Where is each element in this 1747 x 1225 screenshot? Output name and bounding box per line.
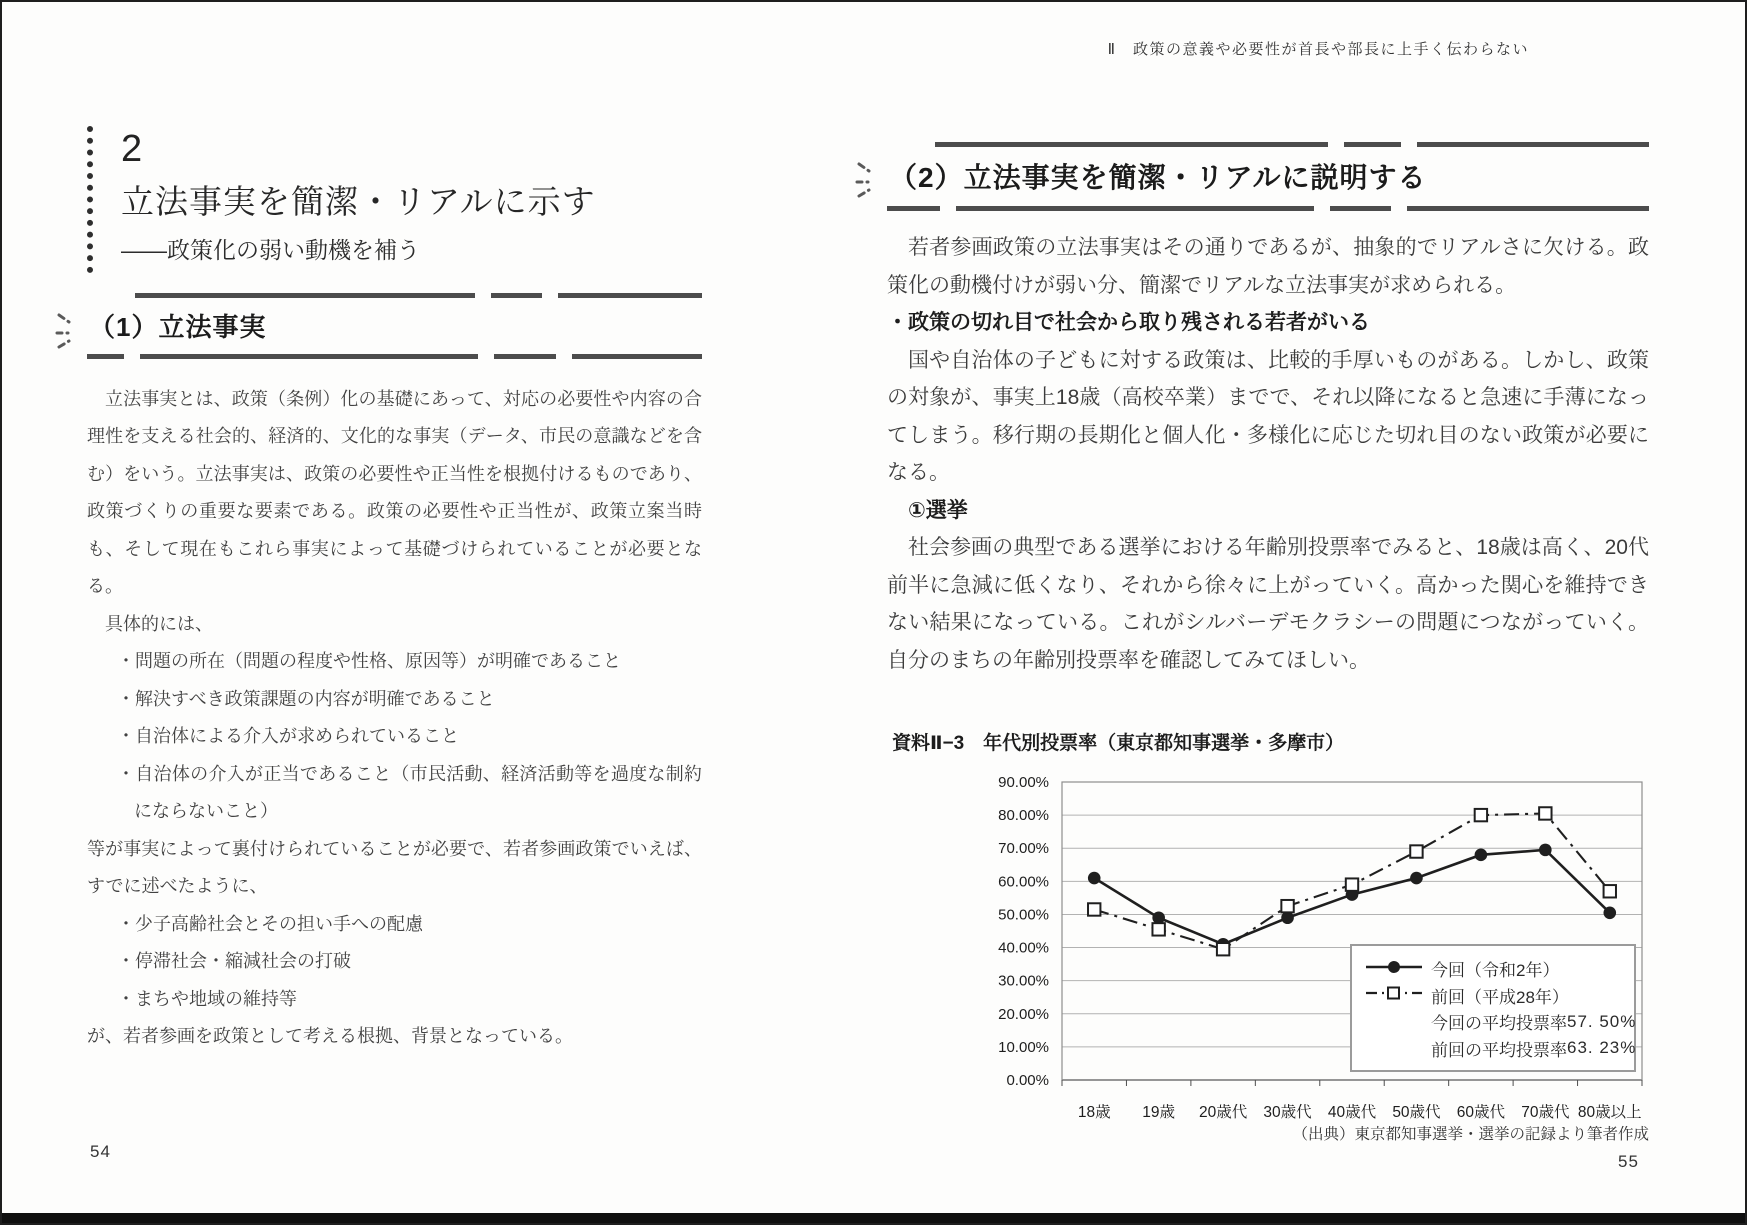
paragraph: 若者参画政策の立法事実はその通りであるが、抽象的でリアルさに欠ける。政策化の動機付けが弱い分、簡潔でリアルな立法事実が求められる。 bbox=[887, 236, 1649, 297]
y-axis-tick-label: 60.00% bbox=[998, 873, 1049, 891]
paragraph: 国や自治体の子どもに対する政策は、比較的手厚いものがある。しかし、政策の対象が、事実上18歳（高校卒業）までで、それ以降になると急速に手薄になってしまう。移行期の長期化と個人化・多様化に応じた切れ目のない政策が必要になる。 bbox=[887, 348, 1649, 484]
heading-doodle-icon bbox=[55, 309, 81, 356]
legend-value: 63. 23% bbox=[1567, 1038, 1637, 1058]
y-axis-tick-label: 70.00% bbox=[998, 840, 1049, 858]
list-item: ・自治体による介入が求められていること bbox=[117, 726, 459, 747]
section-title: （2）立法事実を簡潔・リアルに説明する bbox=[889, 162, 1427, 193]
y-axis-tick-label: 10.00% bbox=[998, 1038, 1049, 1056]
data-point-circle bbox=[1539, 844, 1552, 857]
x-axis-category-label: 50歳代 bbox=[1392, 1104, 1441, 1121]
data-point-circle bbox=[1410, 872, 1423, 885]
x-axis-category-label: 19歳 bbox=[1142, 1104, 1176, 1121]
legend-row-series1 bbox=[1366, 956, 1622, 981]
numbered-subheading: ①選挙 bbox=[908, 498, 968, 522]
heading-rule-bottom bbox=[87, 354, 702, 359]
paragraph: が、若者参画を政策として考える根拠、背景となっている。 bbox=[87, 1026, 573, 1047]
bold-subheading: ・政策の切れ目で社会から取り残される若者がいる bbox=[887, 311, 1370, 334]
chart-legend bbox=[1350, 944, 1636, 1072]
list-item: ・停滞社会・縮減社会の打破 bbox=[117, 951, 351, 972]
data-point-square bbox=[1152, 923, 1164, 935]
heading-rule-bottom bbox=[887, 206, 1649, 211]
figure-title: 資料Ⅱ−3 年代別投票率（東京都知事選挙・多摩市） bbox=[892, 733, 1345, 754]
data-point-square bbox=[1346, 878, 1358, 890]
data-point-square bbox=[1604, 885, 1616, 897]
section-title: （1）立法事実 bbox=[89, 311, 267, 342]
list-item: ・自治体の介入が正当であること（市民活動、経済活動等を過度な制約にならないこと） bbox=[117, 763, 702, 822]
chapter-heading bbox=[87, 126, 702, 273]
data-point-circle bbox=[1088, 872, 1101, 885]
x-axis-category-label: 80歳以上 bbox=[1577, 1104, 1642, 1121]
dashdot-line-square-marker-icon bbox=[1366, 985, 1422, 1005]
paragraph: 社会参画の典型である選挙における年齢別投票率でみると、18歳は高く、20代前半に急減に低くなり、それから徐々に上がっていく。高かった関心を維持できない結果になっている。これがシルバーデモクラシーの問題につながっていく。自分のまちの年齢別投票率を確認してみてほしい。 bbox=[887, 536, 1649, 672]
left-body bbox=[87, 381, 702, 1056]
y-axis-tick-label: 20.00% bbox=[998, 1005, 1049, 1023]
figure-vote-rate-chart bbox=[887, 728, 1649, 1208]
chapter-subtitle: ——政策化の弱い動機を補う bbox=[121, 236, 420, 263]
y-axis-tick-label: 90.00% bbox=[998, 774, 1049, 791]
page-number-right: 55 bbox=[1618, 1152, 1639, 1171]
paragraph: 具体的には、 bbox=[105, 613, 213, 634]
list-item: ・少子高齢社会とその担い手への配慮 bbox=[117, 913, 423, 934]
legend-row-average-current bbox=[1366, 1009, 1637, 1034]
data-point-square bbox=[1539, 807, 1551, 819]
chapter-number: 2 bbox=[121, 128, 143, 170]
data-point-square bbox=[1410, 845, 1422, 857]
x-axis-category-label: 18歳 bbox=[1077, 1104, 1111, 1121]
x-axis-category-label: 40歳代 bbox=[1327, 1104, 1377, 1121]
data-point-square bbox=[1217, 943, 1229, 955]
legend-label: 今回の平均投票率 bbox=[1431, 1014, 1567, 1034]
data-point-square bbox=[1088, 903, 1100, 915]
y-axis-tick-label: 50.00% bbox=[998, 906, 1049, 924]
x-axis-category-label: 20歳代 bbox=[1198, 1104, 1248, 1121]
heading-rule-top bbox=[935, 142, 1649, 147]
section-heading-1 bbox=[87, 293, 702, 359]
list-item: ・まちや地域の維持等 bbox=[117, 988, 297, 1009]
data-point-square bbox=[1281, 900, 1293, 912]
legend-label: 前回（平成28年） bbox=[1431, 987, 1569, 1007]
solid-line-circle-marker-icon bbox=[1366, 959, 1422, 979]
page-number-left: 54 bbox=[90, 1142, 111, 1161]
data-point-circle bbox=[1475, 849, 1488, 862]
paragraph: 等が事実によって裏付けられていることが必要で、若者参画政策でいえば、すでに述べたように、 bbox=[87, 838, 702, 897]
y-axis-tick-label: 80.00% bbox=[998, 807, 1049, 825]
list-item: ・問題の所在（問題の程度や性格、原因等）が明確であること bbox=[117, 651, 621, 672]
legend-label: 前回の平均投票率 bbox=[1431, 1040, 1567, 1060]
data-point-square bbox=[1475, 809, 1487, 821]
data-point-circle bbox=[1603, 906, 1616, 919]
legend-value: 57. 50% bbox=[1567, 1011, 1637, 1031]
legend-row-series2 bbox=[1366, 983, 1622, 1008]
chapter-title: 立法事実を簡潔・リアルに示す bbox=[121, 182, 596, 220]
y-axis-tick-label: 0.00% bbox=[1006, 1072, 1049, 1089]
right-page bbox=[887, 2, 1649, 679]
y-axis-tick-label: 30.00% bbox=[998, 972, 1049, 990]
running-header: Ⅱ 政策の意義や必要性が首長や部長に上手く伝わらない bbox=[1107, 41, 1529, 58]
figure-source: （出典）東京都知事選挙・選挙の記録より筆者作成 bbox=[1292, 1126, 1649, 1143]
paragraph: 立法事実とは、政策（条例）化の基礎にあって、対応の必要性や内容の合理性を支える社会的、経済的、文化的な事実（データ、市民の意識などを含む）をいう。立法事実は、政策の必要性や正当性を根拠付けるものであり、政策づくりの重要な要素である。政策の必要性や正当性が、政策立案当時も、そして現在もこれら事実によって基礎づけられていることが必要となる。 bbox=[87, 388, 702, 597]
x-axis-category-label: 30歳代 bbox=[1263, 1104, 1312, 1121]
x-axis-category-label: 60歳代 bbox=[1456, 1104, 1506, 1121]
heading-doodle-icon bbox=[855, 158, 881, 205]
right-body bbox=[887, 229, 1649, 679]
page-bottom-edge bbox=[2, 1213, 1745, 1223]
section-heading-2 bbox=[887, 142, 1649, 211]
x-axis-category-label: 70歳代 bbox=[1521, 1104, 1570, 1121]
left-page bbox=[87, 2, 702, 1056]
list-item: ・解決すべき政策課題の内容が明確であること bbox=[117, 688, 495, 709]
heading-rule-top bbox=[135, 293, 702, 298]
legend-label: 今回（令和2年） bbox=[1431, 961, 1560, 980]
y-axis-tick-label: 40.00% bbox=[998, 939, 1049, 957]
legend-row-average-previous bbox=[1366, 1036, 1637, 1061]
